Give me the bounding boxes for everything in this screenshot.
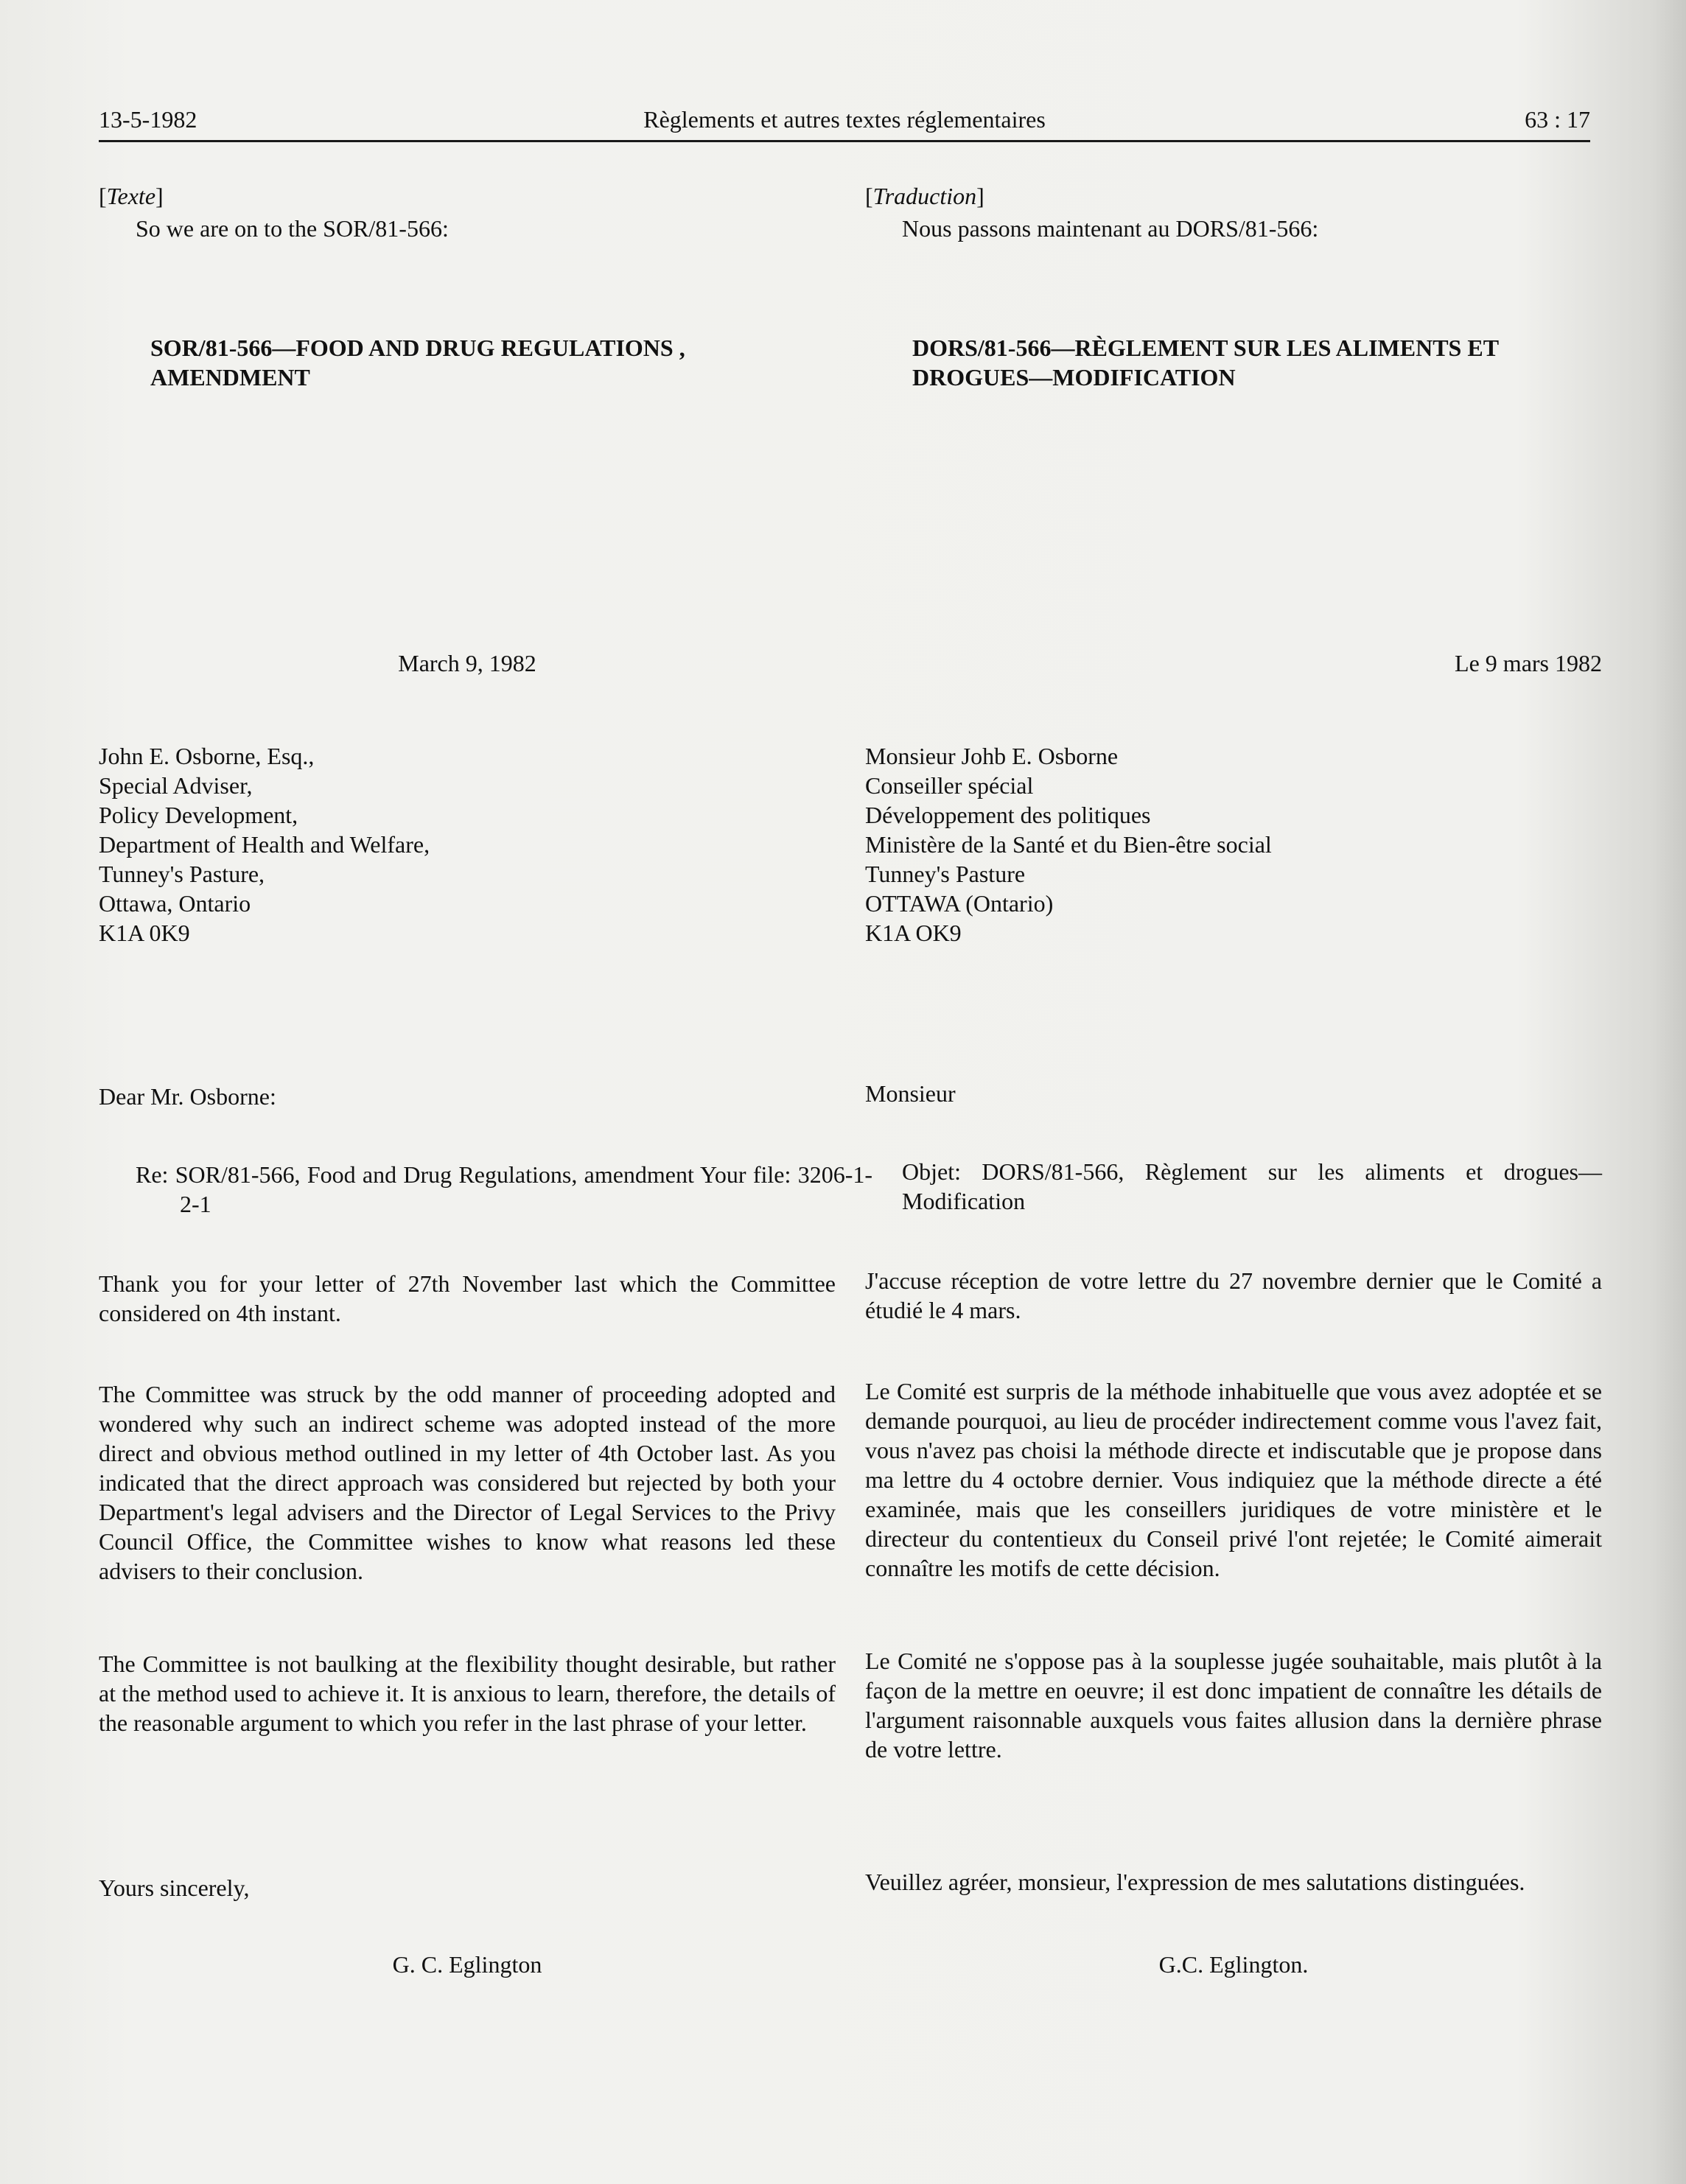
salutation: Dear Mr. Osborne: xyxy=(99,1083,276,1110)
recipient-address: Monsieur Johb E. Osborne Conseiller spécial Développement des politiques Ministère de la Santé et du Bien-être social Tunney's Pasture OTTAWA (Ontario) K1A OK9 xyxy=(865,743,1272,946)
closing: Veuillez agréer, monsieur, l'expression de mes salutations distinguées. xyxy=(865,1869,1525,1895)
intro-text: So we are on to the SOR/81-566: xyxy=(136,215,449,242)
salutation: Monsieur xyxy=(865,1080,956,1107)
paragraph-2: The Committee was struck by the odd manner of proceeding adopted and wondered why such an indirect scheme was adopted instead of the more direct and obvious method outlined in my letter of 4th October last. As you indicated that the direct approach was considered but rejected by both your Department's legal advisers and the Director of Legal Services to the Privy Council Office, the Committee wishes to know what reasons led these advisers to their conclusion. xyxy=(99,1381,836,1584)
page-header xyxy=(99,105,1590,142)
paragraph-3: Le Comité ne s'oppose pas à la souplesse jugée souhaitable, mais plutôt à la façon de la mettre en oeuvre; il est donc impatient de connaître les détails de l'argument raisonnable auxquels vous faites allusion dans la dernière phrase de votre lettre. xyxy=(865,1648,1602,1763)
header-page-number: 63 : 17 xyxy=(1525,106,1590,133)
header-date: 13-5-1982 xyxy=(99,106,197,133)
letter-date: March 9, 1982 xyxy=(398,650,536,676)
section-label: [Traduction] xyxy=(865,183,984,209)
regulation-heading: DORS/81-566—RÈGLEMENT SUR LES ALIMENTS ET DROGUES—MODIFICATION xyxy=(912,335,1499,391)
paragraph-2: Le Comité est surpris de la méthode inhabituelle que vous avez adoptée et se demande pourquoi, au lieu de procéder indirectement comme vous l'avez fait, vous n'avez pas choisi la méthode directe et indiscutable que je propose dans ma lettre du 4 octobre dernier. Vous indiquiez que la méthode directe a été examinée, mais que les conseillers juridiques de votre ministère et le directeur du contentieux du Conseil privé l'ont rejetée; le Comité aimerait connaître les motifs de cette décision. xyxy=(865,1378,1602,1581)
signature: G. C. Eglington xyxy=(392,1951,542,1978)
reference-line: Objet: DORS/81-566, Règlement sur les aliments et drogues—Modification xyxy=(902,1158,1602,1214)
section-label: [Texte] xyxy=(99,183,164,209)
closing: Yours sincerely, xyxy=(99,1875,250,1901)
recipient-address: John E. Osborne, Esq., Special Adviser, Policy Development, Department of Health and Welfare, Tunney's Pasture, Ottawa, Ontario K1A 0K9 xyxy=(99,743,430,946)
paragraph-1: J'accuse réception de votre lettre du 27 novembre dernier que le Comité a étudié le 4 mars. xyxy=(865,1267,1602,1323)
regulation-heading: SOR/81-566—FOOD AND DRUG REGULATIONS , AMENDMENT xyxy=(150,335,685,391)
signature: G.C. Eglington. xyxy=(1158,1951,1309,1978)
paragraph-3: The Committee is not baulking at the flexibility thought desirable, but rather at the method used to achieve it. It is anxious to learn, therefore, the details of the reasonable argument to which you refer in the last phrase of your letter. xyxy=(99,1651,836,1736)
letter-date: Le 9 mars 1982 xyxy=(1455,650,1602,676)
intro-text: Nous passons maintenant au DORS/81-566: xyxy=(902,215,1319,242)
paragraph-1: Thank you for your letter of 27th November last which the Committee considered on 4th instant. xyxy=(99,1270,836,1326)
reference-line: Re: SOR/81-566, Food and Drug Regulations, amendment Your file: 3206-1-2-1 xyxy=(136,1161,872,1217)
header-title: Règlements et autres textes réglementaires xyxy=(643,106,1046,133)
